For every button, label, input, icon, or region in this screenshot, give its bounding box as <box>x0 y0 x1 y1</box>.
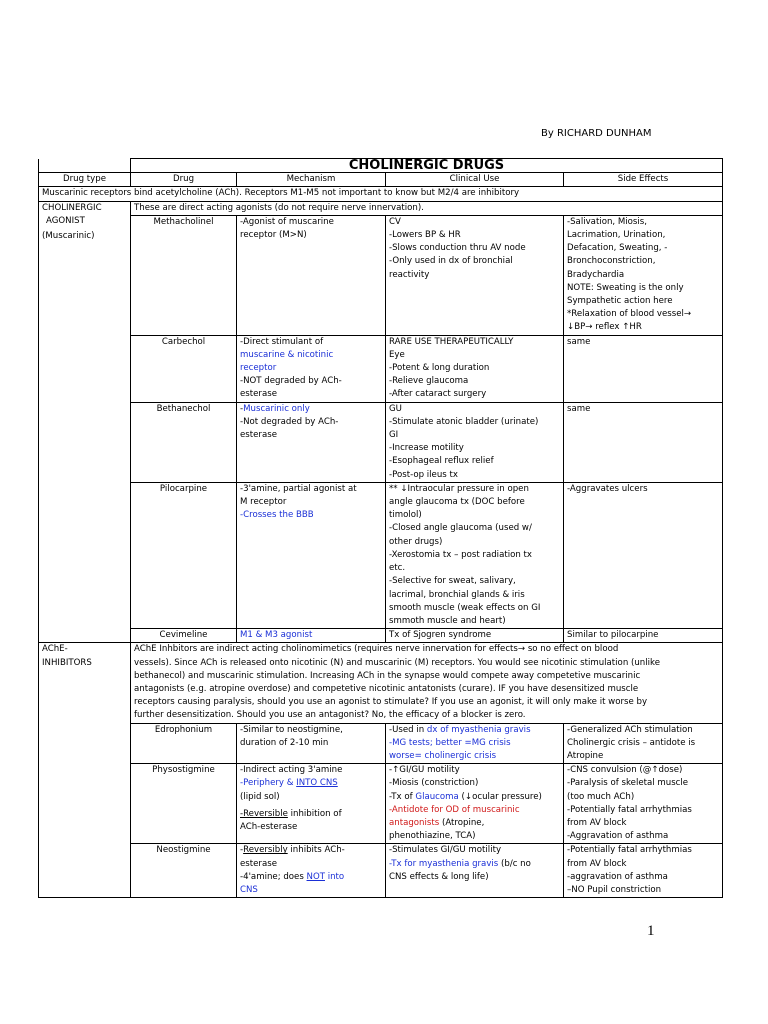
drug-cevimeline: Cevimeline <box>131 629 237 643</box>
clinical-use-cell: -Stimulates GI/GU motility -Tx for myasthenia gravis (b/c no CNS effects & long life) <box>386 844 564 898</box>
side-effects-cell: same <box>564 335 723 402</box>
table-row <box>39 764 723 844</box>
side-effects-cell: -Generalized ACh stimulation Cholinergic crisis – antidote is Atropine <box>564 723 723 764</box>
agonist-intro: These are direct acting agonists (do not require nerve innervation). <box>131 201 723 215</box>
drug-type-ache: AChE- INHIBITORS <box>39 643 131 898</box>
mechanism-cell: -3'amine, partial agonist at M receptor -Crosses the BBB <box>237 482 386 628</box>
ache-intro: AChE Inhbitors are indirect acting cholinomimetics (requires nerve innervation for effects→ so no effect on blood vessels). Since ACh is released onto nicotinic (N) and muscarinic (M) receptors. You would see nicotinic stimulation (unlike bethanecol) and muscarinic stimulation. Increasing ACh in the synapse would compete away competetive muscarinic antagonists (e.g. atropine overdose) and competetive nicotinic antatonists (curare). IF you have desensitized muscle receptors causing paralysis, should you use an agonist to stimulate? If you use an agonist, it will only make it worse by further desensitization. Should you use an antagonist? No, the efficacy of a blocker is zero. <box>131 643 723 723</box>
side-effects-cell: same <box>564 402 723 482</box>
agonist-intro-row <box>39 201 723 215</box>
side-effects-cell: Similar to pilocarpine <box>564 629 723 643</box>
clinical-use-cell: CV -Lowers BP & HR -Slows conduction thru AV node -Only used in dx of bronchial reactivity <box>386 215 564 335</box>
side-effects-cell: -Aggravates ulcers <box>564 482 723 628</box>
clinical-use-cell: -↑GI/GU motility -Miosis (constriction) -Tx of Glaucoma (↓ocular pressure) -Antidote for OD of muscarinic antagonists (Atropine, phenothiazine, TCA) <box>386 764 564 844</box>
header-drug: Drug <box>131 173 237 187</box>
table-row <box>39 723 723 764</box>
side-effects-cell: -CNS convulsion (@↑dose) -Paralysis of skeletal muscle (too much ACh) -Potentially fatal arrhythmias from AV block -Aggravation of asthma <box>564 764 723 844</box>
clinical-use-cell: ** ↓Intraocular pressure in open angle glaucoma tx (DOC before timolol) -Closed angle glaucoma (used w/ other drugs) -Xerostomia tx – post radiation tx etc. -Selective for sweat, salivary, lacrimal, bronchial glands & iris smooth muscle (weak effects on GI smmoth muscle and heart) <box>386 482 564 628</box>
drug-methacholine: Methacholinel <box>131 215 237 335</box>
clinical-use-cell: -Used in dx of myasthenia gravis -MG tests; better =MG crisis worse= cholinergic crisis <box>386 723 564 764</box>
mechanism-cell: -Indirect acting 3'amine -Periphery & INTO CNS (lipid sol) -Reversible inhibition of ACh-esterase <box>237 764 386 844</box>
drug-bethanechol: Bethanechol <box>131 402 237 482</box>
mechanism-cell: -Reversibly inhibits ACh- esterase -4'amine; does NOT into CNS <box>237 844 386 898</box>
header-mechanism: Mechanism <box>237 173 386 187</box>
mechanism-cell: -Direct stimulant of muscarine & nicotinic receptor -NOT degraded by ACh- esterase <box>237 335 386 402</box>
cholinergic-drugs-table <box>38 158 723 898</box>
side-effects-cell: -Potentially fatal arrhythmias from AV block -aggravation of asthma –NO Pupil constriction <box>564 844 723 898</box>
header-row <box>39 173 723 187</box>
side-effects-cell: -Salivation, Miosis, Lacrimation, Urination, Defacation, Sweating, - Bronchoconstriction, Bradychardia NOTE: Sweating is the only Sympathetic action here *Relaxation of blood vessel→ ↓BP→ reflex ↑HR <box>564 215 723 335</box>
header-side-effects: Side Effects <box>564 173 723 187</box>
clinical-use-cell: RARE USE THERAPEUTICALLY Eye -Potent & long duration -Relieve glaucoma -After cataract surgery <box>386 335 564 402</box>
table-title: CHOLINERGIC DRUGS <box>131 159 723 173</box>
drug-neostigmine: Neostigmine <box>131 844 237 898</box>
table-row <box>39 482 723 628</box>
muscarinic-note: Muscarinic receptors bind acetylcholine (ACh). Receptors M1-M5 not important to know but M2/4 are inhibitory <box>39 187 723 201</box>
title-row <box>39 159 723 173</box>
table-row <box>39 402 723 482</box>
drug-physostigmine: Physostigmine <box>131 764 237 844</box>
clinical-use-cell: GU -Stimulate atonic bladder (urinate) GI -Increase motility -Esophageal reflux relief -Post-op ileus tx <box>386 402 564 482</box>
table-row <box>39 335 723 402</box>
header-clinical-use: Clinical Use <box>386 173 564 187</box>
table-row <box>39 629 723 643</box>
table-row <box>39 215 723 335</box>
muscarinic-note-row <box>39 187 723 201</box>
mechanism-cell: -Similar to neostigmine, duration of 2-10 min <box>237 723 386 764</box>
mechanism-cell: -Agonist of muscarine receptor (M>N) <box>237 215 386 335</box>
mechanism-cell: M1 & M3 agonist <box>237 629 386 643</box>
mechanism-cell: -Muscarinic only -Not degraded by ACh- esterase <box>237 402 386 482</box>
ache-intro-row <box>39 643 723 723</box>
table-row <box>39 844 723 898</box>
header-drug-type: Drug type <box>39 173 131 187</box>
drug-type-agonist: CHOLINERGIC AGONIST (Muscarinic) <box>39 201 131 643</box>
page-number: 1 <box>647 923 655 939</box>
drug-edrophonium: Edrophonium <box>131 723 237 764</box>
author-credit: By RICHARD DUNHAM <box>541 128 652 139</box>
drug-carbechol: Carbechol <box>131 335 237 402</box>
drug-pilocarpine: Pilocarpine <box>131 482 237 628</box>
clinical-use-cell: Tx of Sjogren syndrome <box>386 629 564 643</box>
